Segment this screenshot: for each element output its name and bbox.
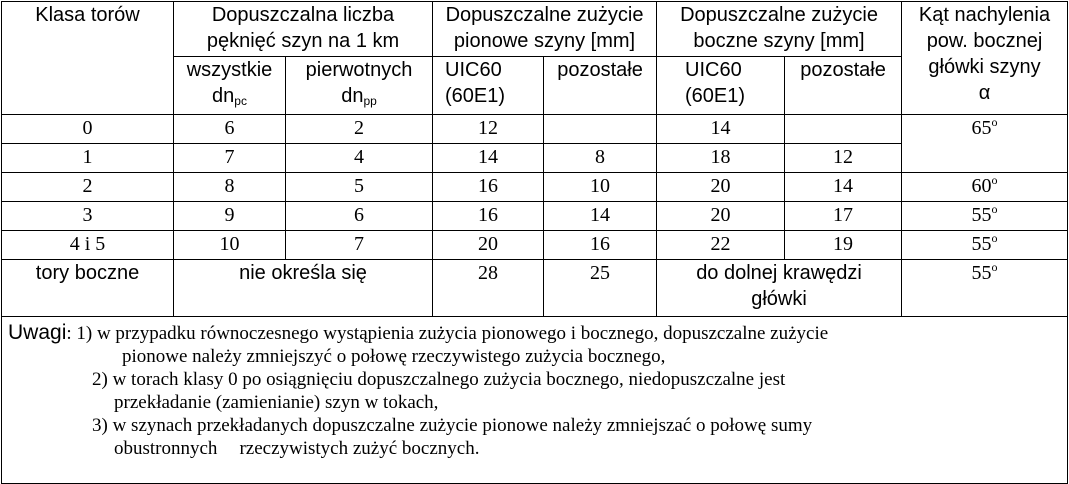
cell-side-wear-note: do dolnej krawędzi główki	[657, 260, 902, 317]
header-side-wear: Dopuszczalne zużycie boczne szyny [mm]	[657, 2, 902, 57]
table-row	[2, 173, 1068, 202]
note-2-line-1: 2) w torach klasy 0 po osiągnięciu dopuszczalnego zużycia bocznego, niedopuszczalne jest	[92, 369, 786, 390]
cell-side-other	[785, 115, 902, 144]
cell-vertical-other: 10	[544, 173, 657, 202]
cell-angle: 65$^o$	[902, 115, 1068, 173]
cell-angle: 60$^o$	[902, 173, 1068, 202]
cell-angle: 55$^o$	[902, 202, 1068, 231]
cell-side-uic60: 14	[657, 115, 785, 144]
cell-track-class: tory boczne	[2, 260, 174, 317]
cell-vertical-other: 14	[544, 202, 657, 231]
table-row	[2, 202, 1068, 231]
cell-side-other: 12	[785, 144, 902, 173]
note-2-line-2: przekładanie (zamienianie) szyn w tokach,	[114, 392, 439, 413]
header-cracks: Dopuszczalna liczba pęknięć szyn na 1 km	[174, 2, 433, 57]
cell-side-other: 17	[785, 202, 902, 231]
cell-vertical-uic60: 14	[433, 144, 544, 173]
document-table-wrapper	[1, 1, 1067, 484]
cell-all-cracks: 9	[174, 202, 286, 231]
cell-primary-cracks: 4	[286, 144, 433, 173]
cell-side-uic60: 18	[657, 144, 785, 173]
note-3-line-1: 3) w szynach przekładanych dopuszczalne zużycie pionowe należy zmniejszać o połowę sumy	[92, 415, 813, 436]
cell-track-class: 2	[2, 173, 174, 202]
note-3-line-2: obustronnych rzeczywistych zużyć bocznych.	[114, 438, 480, 459]
notes-label: Uwagi	[8, 321, 67, 344]
cell-all-cracks: 6	[174, 115, 286, 144]
cell-all-cracks: 7	[174, 144, 286, 173]
cell-vertical-other: 8	[544, 144, 657, 173]
cell-primary-cracks: 2	[286, 115, 433, 144]
header-row-1	[2, 2, 1068, 57]
cell-primary-cracks: 7	[286, 231, 433, 260]
cell-primary-cracks: 5	[286, 173, 433, 202]
subheader-primary-cracks: pierwotnych $dn_{pp}$	[286, 57, 433, 115]
subheader-side-uic60: UIC60 (60E1)	[657, 57, 785, 115]
cell-side-other: 14	[785, 173, 902, 202]
note-1-line-1: Uwagi: 1) w przypadku równoczesnego wystąpienia zużycia pionowego i bocznego, dopuszczalne zużycie	[8, 321, 829, 344]
cell-cracks-not-specified: nie określa się	[174, 260, 433, 317]
header-vertical-wear: Dopuszczalne zużycie pionowe szyny [mm]	[433, 2, 657, 57]
subheader-vertical-other: pozostałe	[544, 57, 657, 115]
cell-side-uic60: 22	[657, 231, 785, 260]
table-row-side-tracks	[2, 260, 1068, 317]
cell-track-class: 3	[2, 202, 174, 231]
cell-vertical-other: 25	[544, 260, 657, 317]
subheader-all-cracks: wszystkie $dn_{pc}$	[174, 57, 286, 115]
cell-side-other: 19	[785, 231, 902, 260]
rail-wear-table	[1, 1, 1068, 484]
notes-section	[2, 317, 1068, 484]
cell-all-cracks: 10	[174, 231, 286, 260]
cell-vertical-other	[544, 115, 657, 144]
cell-vertical-uic60: 16	[433, 173, 544, 202]
subheader-side-other: pozostałe	[785, 57, 902, 115]
table-row	[2, 115, 1068, 144]
notes-row	[2, 317, 1068, 484]
cell-track-class: 1	[2, 144, 174, 173]
cell-angle: 55$^o$	[902, 260, 1068, 317]
cell-track-class: 4 i 5	[2, 231, 174, 260]
cell-primary-cracks: 6	[286, 202, 433, 231]
subheader-vertical-uic60: UIC60 (60E1)	[433, 57, 544, 115]
cell-side-uic60: 20	[657, 202, 785, 231]
cell-all-cracks: 8	[174, 173, 286, 202]
cell-vertical-uic60: 28	[433, 260, 544, 317]
header-angle: Kąt nachylenia pow. bocznej główki szyny α	[902, 2, 1068, 115]
cell-side-uic60: 20	[657, 173, 785, 202]
cell-vertical-uic60: 12	[433, 115, 544, 144]
note-1-line-2: pionowe należy zmniejszyć o połowę rzeczywistego zużycia bocznego,	[122, 346, 666, 367]
header-track-class: Klasa torów	[2, 2, 174, 115]
cell-angle: 55$^o$	[902, 231, 1068, 260]
cell-vertical-uic60: 16	[433, 202, 544, 231]
cell-vertical-uic60: 20	[433, 231, 544, 260]
cell-track-class: 0	[2, 115, 174, 144]
table-row	[2, 231, 1068, 260]
cell-vertical-other: 16	[544, 231, 657, 260]
